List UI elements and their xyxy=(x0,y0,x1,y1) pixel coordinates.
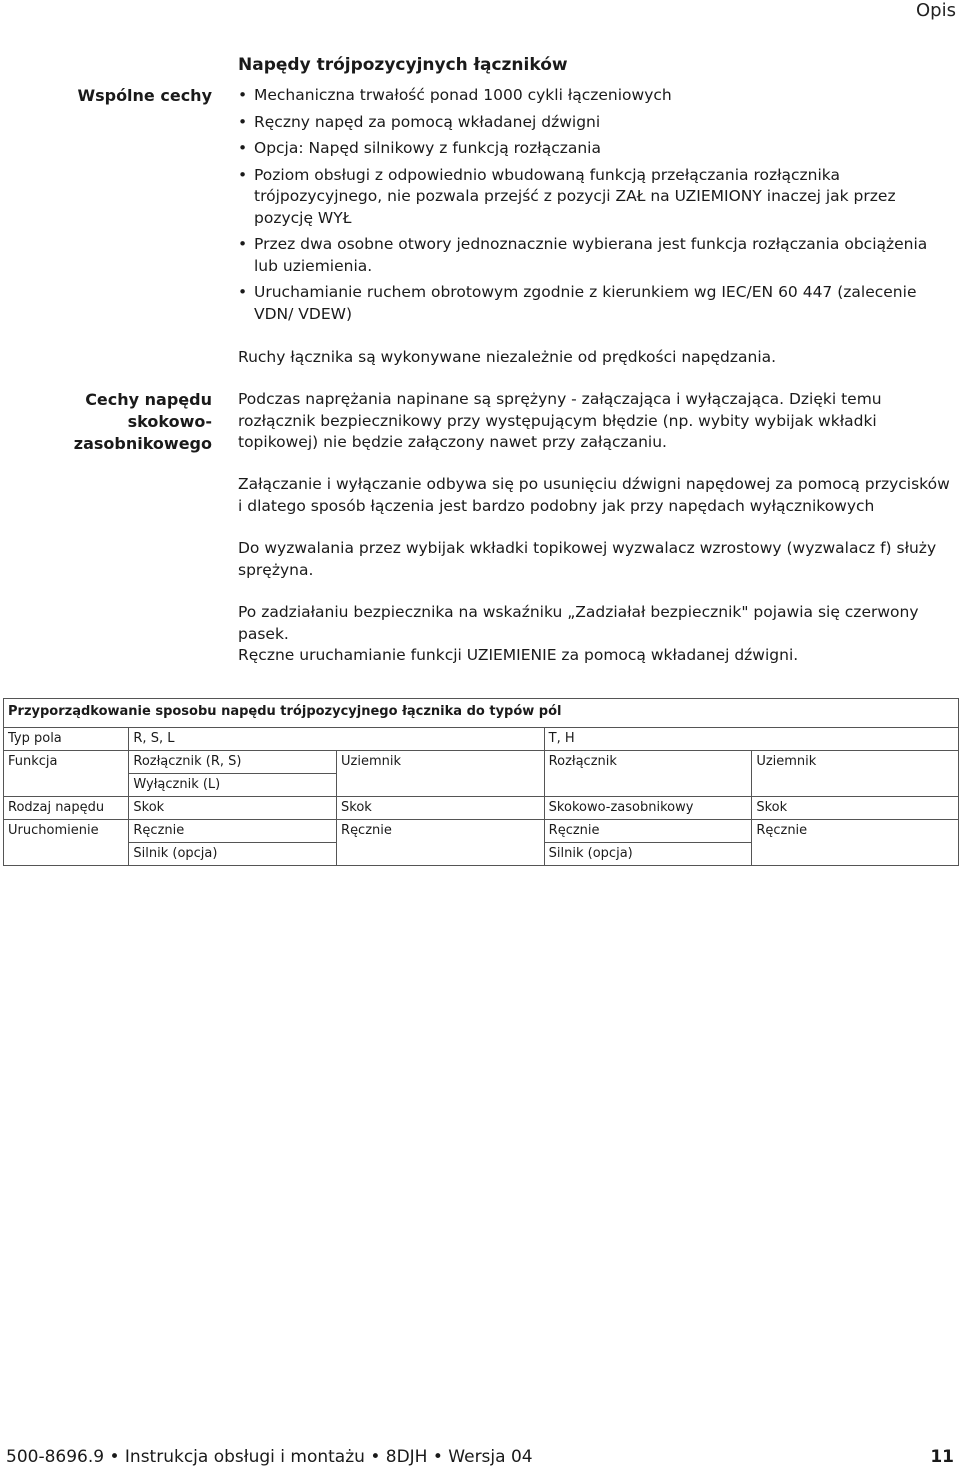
list-item: • Uruchamianie ruchem obrotowym zgodnie z kierunkiem wg IEC/EN 60 447 (zalecenie VDN/ VDEW) xyxy=(238,283,917,323)
table-cell: Skok xyxy=(752,797,959,820)
footer-document-info: 500-8696.9 • Instrukcja obsługi i montażu • 8DJH • Wersja 04 xyxy=(6,1447,533,1467)
table-title: Przyporządkowanie sposobu napędu trójpozycyjnego łącznika do typów pól xyxy=(4,699,959,728)
table-cell: Rozłącznik xyxy=(544,751,752,797)
table-cell: Silnik (opcja) xyxy=(129,843,337,866)
table-row xyxy=(4,820,959,843)
section-header: Opis xyxy=(916,0,956,21)
table-cell: Uziemnik xyxy=(752,751,959,797)
stored-energy-label: Cechy napędu skokowo-zasobnikowego xyxy=(73,390,212,453)
row-label: Funkcja xyxy=(4,751,129,797)
table-cell: Skokowo-zasobnikowy xyxy=(544,797,752,820)
common-features-label: Wspólne cechy xyxy=(77,86,212,105)
bullet-icon: • xyxy=(238,112,248,131)
paragraph: Ręczne uruchamianie funkcji UZIEMIENIE za pomocą wkładanej dźwigni. xyxy=(238,646,799,664)
feature-list xyxy=(238,85,954,330)
table-cell: T, H xyxy=(544,728,958,751)
list-item: • Przez dwa osobne otwory jednoznacznie wybierana jest funkcja rozłączania obciążenia lub uziemienia. xyxy=(238,235,928,275)
table-cell: Wyłącznik (L) xyxy=(129,774,337,797)
bullet-icon: • xyxy=(238,283,248,301)
row-label: Typ pola xyxy=(4,728,129,751)
list-item: • Poziom obsługi z odpowiednio wbudowaną funkcją przełączania rozłącznika trójpozycyjnego, nie pozwala przejść z pozycji ZAŁ na UZIEMIONY inaczej jak przez pozycję WYŁ xyxy=(238,165,896,227)
row-label: Rodzaj napędu xyxy=(4,797,129,820)
page-number: 11 xyxy=(930,1447,954,1467)
table-cell: Ręcznie xyxy=(544,820,752,843)
table-row xyxy=(4,728,959,751)
table-cell: Uziemnik xyxy=(337,751,545,797)
paragraph: Załączanie i wyłączanie odbywa się po usunięciu dźwigni napędowej za pomocą przycisków i dlatego sposób łączenia jest bardzo podobny jak przy napędach wyłącznikowych xyxy=(238,475,950,515)
table-cell: Silnik (opcja) xyxy=(544,843,752,866)
list-item: • Opcja: Napęd silnikowy z funkcją rozłączania xyxy=(238,138,954,160)
table-cell: Rozłącznik (R, S) xyxy=(129,751,337,774)
paragraph: Do wyzwalania przez wybijak wkładki topikowej wyzwalacz wzrostowy (wyzwalacz f) służy sprężyna. xyxy=(238,539,937,579)
table-row xyxy=(4,751,959,774)
table-row xyxy=(4,797,959,820)
section-title: Napędy trójpozycyjnych łączników xyxy=(238,55,568,75)
bullet-icon: • xyxy=(238,86,248,104)
table-cell: R, S, L xyxy=(129,728,544,751)
paragraph: Po zadziałaniu bezpiecznika na wskaźniku „Zadziałał bezpiecznik" pojawia się czerwony pasek. xyxy=(238,603,919,643)
list-item: • Ręczny napęd za pomocą wkładanej dźwigni xyxy=(238,112,954,134)
table-title-row xyxy=(4,699,959,728)
table-cell: Skok xyxy=(129,797,337,820)
drive-assignment-table xyxy=(3,698,959,866)
table-cell: Ręcznie xyxy=(129,820,337,843)
bullet-icon: • xyxy=(238,165,248,184)
bullet-icon: • xyxy=(238,235,248,253)
table-cell: Ręcznie xyxy=(337,820,545,866)
table-cell: Skok xyxy=(337,797,545,820)
list-item: • Mechaniczna trwałość ponad 1000 cykli łączeniowych xyxy=(238,85,954,107)
independence-note: Ruchy łącznika są wykonywane niezależnie od prędkości napędzania. xyxy=(238,348,777,366)
table-cell: Ręcznie xyxy=(752,820,959,866)
row-label: Uruchomienie xyxy=(4,820,129,866)
paragraph: Podczas naprężania napinane są sprężyny - załączająca i wyłączająca. Dzięki temu rozłącznik bezpiecznikowy przy występującym błędzie (np. wybity wybijak wkładki topikowej) nie będzie załączony nawet przy załączaniu. xyxy=(238,390,882,451)
bullet-icon: • xyxy=(238,139,248,157)
